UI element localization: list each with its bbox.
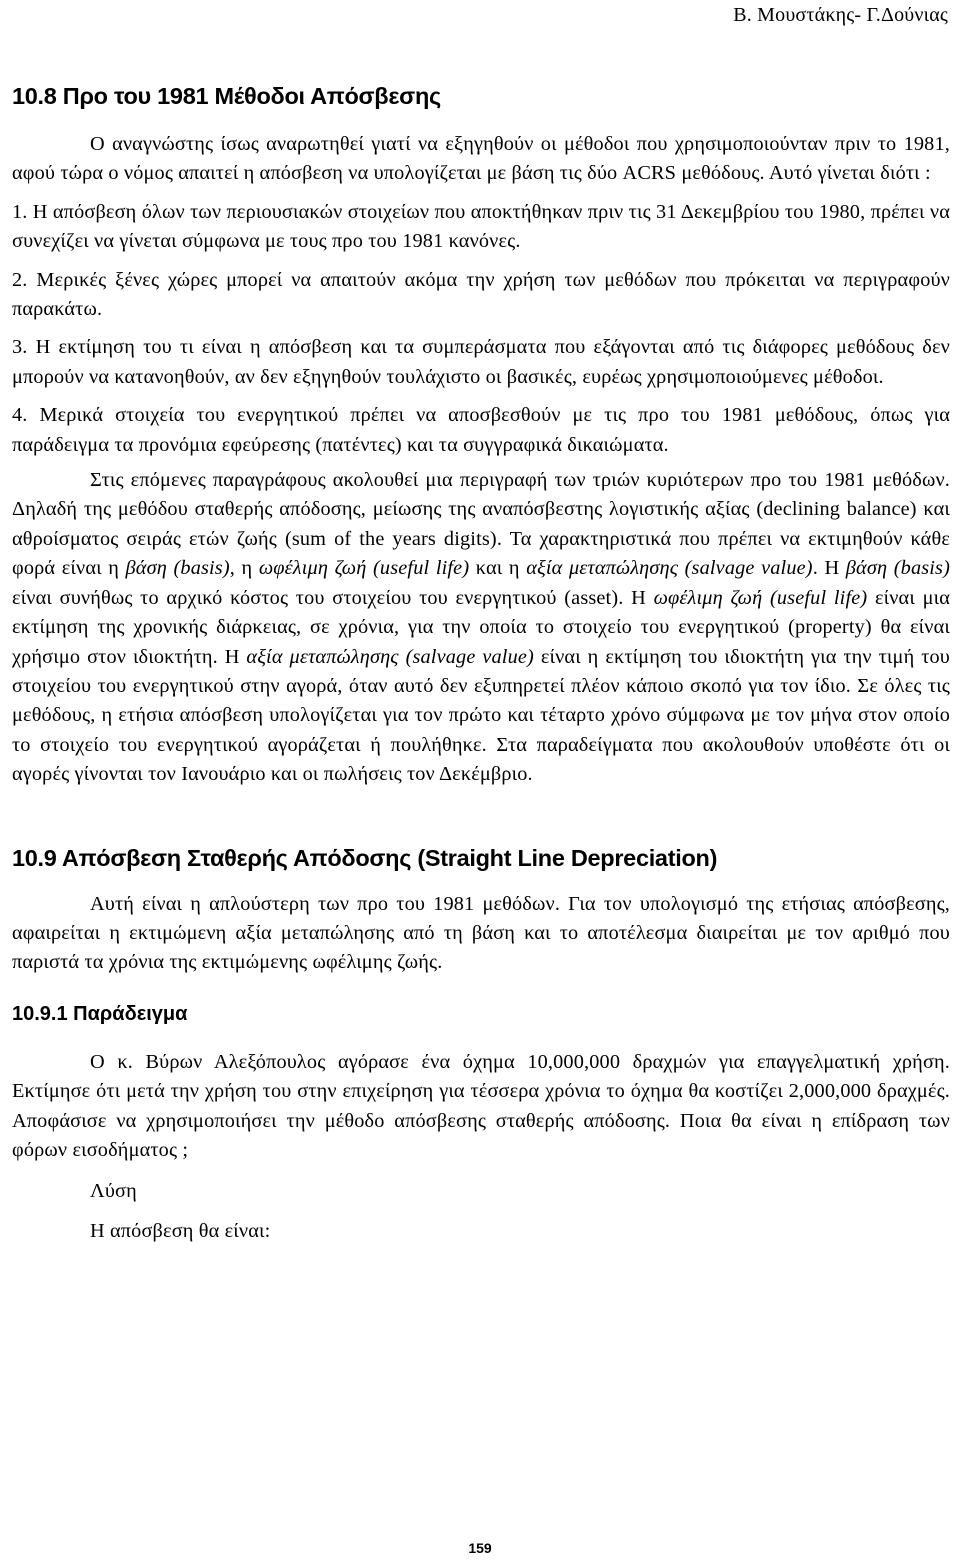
term-salvage-value: αξία μεταπώλησης (salvage value)	[526, 557, 813, 580]
section-heading-10-8: 10.8 Προ του 1981 Μέθοδοι Απόσβεσης	[12, 83, 441, 109]
intro-paragraph: Ο αναγνώστης ίσως αναρωτηθεί γιατί να εξηγηθούν οι μέθοδοι που χρησιμοποιούνταν πριν το 1981, αφού τώρα ο νόμος απαιτεί η απόσβεση να υπολογίζεται με βάση τις δύο ACRS μεθόδους. Αυτό γίνεται διότι :	[12, 133, 950, 185]
term-useful-life: ωφέλιμη ζωή (useful life)	[258, 557, 470, 580]
term-basis: βάση (basis)	[125, 557, 230, 580]
straight-line-paragraph: Αυτή είναι η απλούστερη των προ του 1981 μεθόδων. Για τον υπολογισμό της ετήσιας απόσβεσης, αφαιρείται η εκτιμώμενη αξία μεταπώλησης από τη βάση και το αποτέλεσμα διαιρείται με τον αριθμό που παριστά τα χρόνια της εκτιμώμενης ωφέλιμης ζωής.	[12, 892, 950, 974]
list-item-4: 4. Μερικά στοιχεία του ενεργητικού πρέπει να αποσβεσθούν με τις προ του 1981 μεθόδους, όπως για παράδειγμα τα προνόμια εφεύρεσης (πατέντες) και τα συγγραφικά δικαιώματα.	[12, 404, 950, 456]
running-header-author: Β. Μουστάκης- Γ.Δούνιας	[733, 4, 948, 26]
section-heading-10-9: 10.9 Απόσβεση Σταθερής Απόδοσης (Straight Line Depreciation)	[12, 844, 718, 871]
solution-label: Λύση	[90, 1180, 137, 1203]
list-item-3: 3. Η εκτίμηση του τι είναι η απόσβεση και τα συμπεράσματα που εξάγονται από τις διάφορες μεθόδους δεν μπορούν να κατανοηθούν, αν δεν εξηγηθούν τουλάχιστο οι βασικές, ευρέως χρησιμοποιούμενες μέθοδοι.	[12, 336, 950, 388]
methods-text-5: είναι συνήθως το αρχικό κόστος του στοιχείου του ενεργητικού (asset). Η	[12, 586, 654, 609]
methods-text-2: , η	[229, 557, 259, 580]
methods-text-6: είναι μια εκτίμηση της χρονικής διάρκειας, σε χρόνια, για την οποία το στοιχείο του ενεργητικού (property) θα είναι χρήσιμο στον ιδιοκτήτη. Η	[12, 586, 950, 668]
solution-text: Η απόσβεση θα είναι:	[90, 1219, 271, 1242]
example-paragraph: Ο κ. Βύρων Αλεξόπουλος αγόρασε ένα όχημα 10,000,000 δραχμών για επαγγελματική χρήση. Εκτίμησε ότι μετά την χρήση του στην επιχείρηση για τέσσερα χρόνια το όχημα θα κοστίζει 2,000,000 δραχμές. Αποφάσισε να χρησιμοποιήσει την μέθοδο απόσβεσης σταθερής απόδοσης. Ποια θα είναι η επίδραση των φόρων εισοδήματος ;	[12, 1050, 950, 1161]
list-item-2: 2. Μερικές ξένες χώρες μπορεί να απαιτούν ακόμα την χρήση των μεθόδων που πρόκειται να περιγραφούν παρακάτω.	[12, 268, 950, 321]
subsection-heading-10-9-1: 10.9.1 Παράδειγμα	[12, 1002, 188, 1025]
methods-text-4: . Η	[812, 557, 846, 580]
methods-text-1: Στις επόμενες παραγράφους ακολουθεί μια περιγραφή των τριών κυριότερων προ του 1981 μεθόδων. Δηλαδή της μεθόδου σταθερής απόδοσης, μείωσης της αναπόσβεστης λογιστικής αξίας (declining balance) και αθροίσματος σειράς ετών ζωής (sum of the years digits). Τα χαρακτηριστικά που πρέπει να εκτιμηθούν κάθε φορά είναι η	[12, 469, 950, 580]
page-content	[12, 76, 950, 1246]
methods-text-7: είναι η εκτίμηση του ιδιοκτήτη για την τιμή του στοιχείου του ενεργητικού στην αγορά, όταν αυτό δεν εξυπηρετεί πλέον κάποιο σκοπό για τον ίδιο. Σε όλες τις μεθόδους, η ετήσια απόσβεση υπολογίζεται για τον πρώτο και τέταρτο χρόνο σύμφωνα με τον μήνα στον οποίο το στοιχείο του ενεργητικού αγοράζεται ή πουλήθηκε. Στα παραδείγματα που ακολουθούν υποθέστε ότι οι αγορές γίνονται τον Ιανουάριο και οι πωλήσεις τον Δεκέμβριο.	[12, 645, 950, 786]
methods-paragraph	[12, 466, 950, 789]
term-basis-2: βάση (basis)	[845, 557, 951, 580]
list-item-1: 1. Η απόσβεση όλων των περιουσιακών στοιχείων που αποκτήθηκαν πριν τις 31 Δεκεμβρίου του 1980, πρέπει να συνεχίζει να γίνεται σύμφωνα με τους προ του 1981 κανόνες.	[12, 200, 950, 253]
term-salvage-value-2: αξία μεταπώλησης (salvage value)	[246, 645, 534, 668]
term-useful-life-2: ωφέλιμη ζωή (useful life)	[653, 586, 868, 609]
page-number: 159	[468, 1540, 492, 1556]
methods-text-3: και η	[469, 557, 527, 580]
